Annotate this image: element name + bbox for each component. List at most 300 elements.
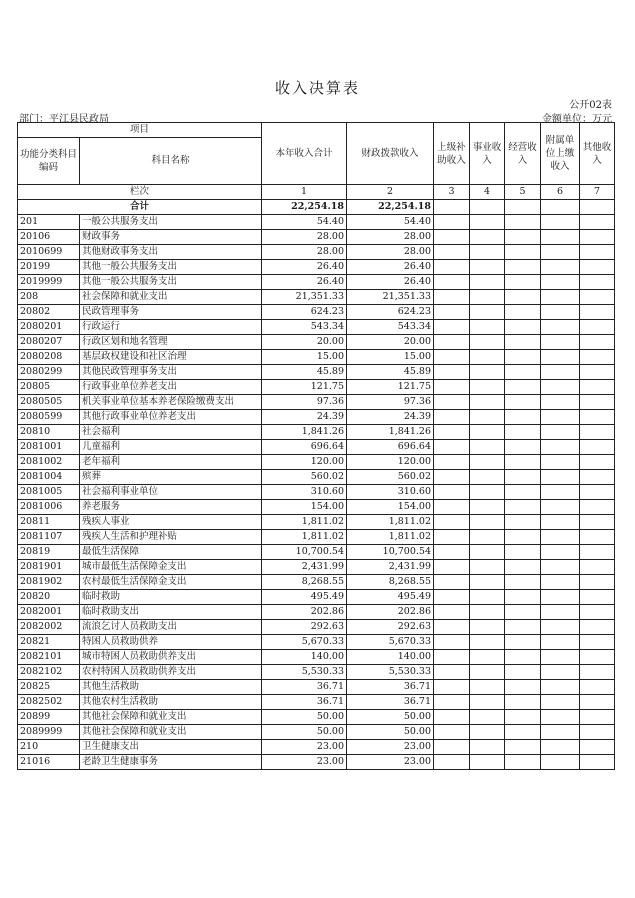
empty-cell: [505, 260, 541, 275]
total-fiscal-value: 22,254.18: [347, 200, 434, 215]
row-name: 其他生活救助: [80, 680, 262, 695]
row-code: 2081901: [18, 560, 80, 575]
table-row: [18, 485, 615, 500]
table-row: [18, 575, 615, 590]
empty-cell: [541, 695, 580, 710]
empty-cell: [505, 395, 541, 410]
header-superior: 上级补助收入: [434, 123, 470, 185]
empty-cell: [434, 680, 470, 695]
table-row: [18, 365, 615, 380]
row-name: 其他财政事务支出: [80, 245, 262, 260]
table-row: [18, 275, 615, 290]
header-item: 项目: [18, 123, 262, 138]
empty-cell: [505, 710, 541, 725]
row-total-income: 54.40: [262, 215, 347, 230]
empty-cell: [434, 650, 470, 665]
empty-cell: [541, 500, 580, 515]
row-name: 其他社会保障和就业支出: [80, 725, 262, 740]
empty-cell: [541, 320, 580, 335]
row-fiscal: 154.00: [347, 500, 434, 515]
row-code: 20811: [18, 515, 80, 530]
empty-cell: [541, 200, 580, 215]
empty-cell: [580, 695, 615, 710]
empty-cell: [505, 485, 541, 500]
table-row: [18, 335, 615, 350]
empty-cell: [470, 320, 505, 335]
row-code: 20820: [18, 590, 80, 605]
empty-cell: [541, 215, 580, 230]
empty-cell: [541, 470, 580, 485]
row-total-income: 26.40: [262, 275, 347, 290]
amount-unit: 金额单位：万元: [542, 114, 612, 125]
empty-cell: [470, 545, 505, 560]
empty-cell: [434, 755, 470, 770]
empty-cell: [580, 650, 615, 665]
empty-cell: [470, 380, 505, 395]
empty-cell: [541, 335, 580, 350]
total-income-value: 22,254.18: [262, 200, 347, 215]
empty-cell: [505, 515, 541, 530]
row-fiscal: 50.00: [347, 725, 434, 740]
empty-cell: [580, 305, 615, 320]
empty-cell: [580, 440, 615, 455]
column-index: 7: [580, 185, 615, 200]
empty-cell: [434, 335, 470, 350]
table-row: [18, 320, 615, 335]
row-code: 20821: [18, 635, 80, 650]
table-row: [18, 230, 615, 245]
empty-cell: [434, 695, 470, 710]
header-business: 事业收入: [470, 123, 505, 185]
row-name: 残疾人事业: [80, 515, 262, 530]
row-code: 20810: [18, 425, 80, 440]
empty-cell: [434, 380, 470, 395]
empty-cell: [434, 260, 470, 275]
empty-cell: [470, 590, 505, 605]
empty-cell: [580, 275, 615, 290]
row-fiscal: 2,431.99: [347, 560, 434, 575]
table-row: [18, 545, 615, 560]
empty-cell: [580, 215, 615, 230]
empty-cell: [434, 365, 470, 380]
empty-cell: [580, 335, 615, 350]
empty-cell: [470, 440, 505, 455]
empty-cell: [470, 725, 505, 740]
row-code: 2081005: [18, 485, 80, 500]
row-total-income: 5,670.33: [262, 635, 347, 650]
empty-cell: [541, 305, 580, 320]
empty-cell: [580, 470, 615, 485]
empty-cell: [505, 245, 541, 260]
empty-cell: [505, 365, 541, 380]
row-fiscal: 20.00: [347, 335, 434, 350]
empty-cell: [580, 575, 615, 590]
table-row: [18, 560, 615, 575]
row-name: 财政事务: [80, 230, 262, 245]
row-fiscal: 50.00: [347, 710, 434, 725]
header-affiliated: 附属单位上缴收入: [541, 123, 580, 185]
row-code: 201: [18, 215, 80, 230]
empty-cell: [580, 605, 615, 620]
row-name: 机关事业单位基本养老保险缴费支出: [80, 395, 262, 410]
row-code: 208: [18, 290, 80, 305]
empty-cell: [505, 665, 541, 680]
header-row-1: [18, 123, 615, 138]
row-total-income: 5,530.33: [262, 665, 347, 680]
empty-cell: [470, 755, 505, 770]
empty-cell: [541, 275, 580, 290]
row-fiscal: 560.02: [347, 470, 434, 485]
row-fiscal: 202.86: [347, 605, 434, 620]
empty-cell: [580, 710, 615, 725]
row-total-income: 20.00: [262, 335, 347, 350]
table-row: [18, 425, 615, 440]
row-code: 20805: [18, 380, 80, 395]
row-total-income: 50.00: [262, 725, 347, 740]
empty-cell: [505, 200, 541, 215]
row-name: 其他农村生活救助: [80, 695, 262, 710]
table-row: [18, 740, 615, 755]
row-fiscal: 543.34: [347, 320, 434, 335]
row-name: 特困人员救助供养: [80, 635, 262, 650]
empty-cell: [434, 455, 470, 470]
column-index: 5: [505, 185, 541, 200]
empty-cell: [505, 560, 541, 575]
row-total-income: 121.75: [262, 380, 347, 395]
empty-cell: [541, 515, 580, 530]
row-fiscal: 140.00: [347, 650, 434, 665]
report-title: 收入决算表: [274, 79, 360, 97]
row-name: 行政区划和地名管理: [80, 335, 262, 350]
row-fiscal: 45.89: [347, 365, 434, 380]
row-total-income: 292.63: [262, 620, 347, 635]
row-total-income: 140.00: [262, 650, 347, 665]
row-code: 2082502: [18, 695, 80, 710]
table-row: [18, 500, 615, 515]
row-code: 2019999: [18, 275, 80, 290]
empty-cell: [470, 710, 505, 725]
table-row: [18, 515, 615, 530]
row-total-income: 696.64: [262, 440, 347, 455]
row-code: 20825: [18, 680, 80, 695]
empty-cell: [505, 230, 541, 245]
row-fiscal: 5,670.33: [347, 635, 434, 650]
empty-cell: [580, 380, 615, 395]
empty-cell: [580, 620, 615, 635]
empty-cell: [505, 380, 541, 395]
empty-cell: [505, 425, 541, 440]
empty-cell: [580, 365, 615, 380]
row-total-income: 1,811.02: [262, 515, 347, 530]
empty-cell: [505, 695, 541, 710]
empty-cell: [470, 275, 505, 290]
empty-cell: [470, 455, 505, 470]
empty-cell: [580, 350, 615, 365]
row-fiscal: 292.63: [347, 620, 434, 635]
empty-cell: [580, 230, 615, 245]
empty-cell: [541, 545, 580, 560]
row-code: 2082002: [18, 620, 80, 635]
header-fiscal: 财政拨款收入: [347, 123, 434, 185]
table-row: [18, 695, 615, 710]
empty-cell: [580, 245, 615, 260]
empty-cell: [470, 260, 505, 275]
empty-cell: [470, 365, 505, 380]
row-name: 民政管理事务: [80, 305, 262, 320]
empty-cell: [580, 500, 615, 515]
empty-cell: [580, 530, 615, 545]
column-index: 1: [262, 185, 347, 200]
row-name: 社会福利事业单位: [80, 485, 262, 500]
table-row: [18, 635, 615, 650]
empty-cell: [470, 215, 505, 230]
empty-cell: [580, 485, 615, 500]
empty-cell: [580, 455, 615, 470]
empty-cell: [470, 425, 505, 440]
row-code: 2081002: [18, 455, 80, 470]
empty-cell: [580, 680, 615, 695]
row-fiscal: 624.23: [347, 305, 434, 320]
row-total-income: 1,841.26: [262, 425, 347, 440]
empty-cell: [434, 350, 470, 365]
row-fiscal: 495.49: [347, 590, 434, 605]
empty-cell: [470, 665, 505, 680]
row-total-income: 310.60: [262, 485, 347, 500]
row-name: 临时救助支出: [80, 605, 262, 620]
empty-cell: [434, 395, 470, 410]
row-total-income: 50.00: [262, 710, 347, 725]
row-name: 儿童福利: [80, 440, 262, 455]
empty-cell: [580, 740, 615, 755]
empty-cell: [434, 200, 470, 215]
row-code: 2081107: [18, 530, 80, 545]
empty-cell: [470, 605, 505, 620]
row-name: 行政运行: [80, 320, 262, 335]
row-total-income: 97.36: [262, 395, 347, 410]
empty-cell: [470, 305, 505, 320]
empty-cell: [541, 605, 580, 620]
empty-cell: [541, 350, 580, 365]
row-total-income: 26.40: [262, 260, 347, 275]
row-name: 最低生活保障: [80, 545, 262, 560]
empty-cell: [580, 635, 615, 650]
empty-cell: [434, 620, 470, 635]
empty-cell: [434, 740, 470, 755]
table-row: [18, 755, 615, 770]
empty-cell: [541, 575, 580, 590]
row-total-income: 23.00: [262, 740, 347, 755]
empty-cell: [541, 635, 580, 650]
empty-cell: [541, 260, 580, 275]
row-code: 210: [18, 740, 80, 755]
row-fiscal: 1,811.02: [347, 530, 434, 545]
row-name: 老龄卫生健康事务: [80, 755, 262, 770]
empty-cell: [505, 680, 541, 695]
empty-cell: [470, 620, 505, 635]
empty-cell: [505, 530, 541, 545]
row-total-income: 1,811.02: [262, 530, 347, 545]
row-name: 卫生健康支出: [80, 740, 262, 755]
empty-cell: [505, 470, 541, 485]
row-code: 2080599: [18, 410, 80, 425]
empty-cell: [434, 665, 470, 680]
row-code: 2080208: [18, 350, 80, 365]
row-code: 2080207: [18, 335, 80, 350]
empty-cell: [470, 575, 505, 590]
empty-cell: [541, 650, 580, 665]
empty-cell: [505, 215, 541, 230]
empty-cell: [580, 410, 615, 425]
row-name: 临时救助: [80, 590, 262, 605]
row-name: 老年福利: [80, 455, 262, 470]
column-index: 4: [470, 185, 505, 200]
empty-cell: [580, 515, 615, 530]
row-name: 城市最低生活保障金支出: [80, 560, 262, 575]
column-index: 2: [347, 185, 434, 200]
empty-cell: [470, 410, 505, 425]
row-code: 20199: [18, 260, 80, 275]
empty-cell: [505, 590, 541, 605]
empty-cell: [434, 245, 470, 260]
row-name: 农村最低生活保障金支出: [80, 575, 262, 590]
empty-cell: [434, 545, 470, 560]
empty-cell: [541, 725, 580, 740]
row-code: 20899: [18, 710, 80, 725]
empty-cell: [434, 500, 470, 515]
empty-cell: [505, 275, 541, 290]
empty-cell: [580, 725, 615, 740]
empty-cell: [541, 365, 580, 380]
row-fiscal: 121.75: [347, 380, 434, 395]
row-code: 2081001: [18, 440, 80, 455]
row-fiscal: 26.40: [347, 275, 434, 290]
total-label: 合计: [18, 200, 262, 215]
table-code: 公开02表: [569, 100, 612, 111]
row-name: 其他一般公共服务支出: [80, 260, 262, 275]
empty-cell: [580, 755, 615, 770]
empty-cell: [505, 410, 541, 425]
empty-cell: [541, 530, 580, 545]
row-fiscal: 54.40: [347, 215, 434, 230]
table-row: [18, 590, 615, 605]
table-row: [18, 620, 615, 635]
row-code: 2080201: [18, 320, 80, 335]
empty-cell: [541, 620, 580, 635]
empty-cell: [541, 560, 580, 575]
column-index-label: 栏次: [18, 185, 262, 200]
empty-cell: [434, 425, 470, 440]
empty-cell: [470, 500, 505, 515]
empty-cell: [505, 455, 541, 470]
row-name: 城市特困人员救助供养支出: [80, 650, 262, 665]
row-name: 其他社会保障和就业支出: [80, 710, 262, 725]
table-row: [18, 455, 615, 470]
row-name: 其他民政管理事务支出: [80, 365, 262, 380]
empty-cell: [470, 395, 505, 410]
empty-cell: [505, 290, 541, 305]
empty-cell: [541, 425, 580, 440]
empty-cell: [434, 470, 470, 485]
row-code: 2080505: [18, 395, 80, 410]
income-table: [17, 122, 615, 770]
row-name: 殡葬: [80, 470, 262, 485]
row-total-income: 24.39: [262, 410, 347, 425]
empty-cell: [434, 275, 470, 290]
row-total-income: 21,351.33: [262, 290, 347, 305]
empty-cell: [434, 560, 470, 575]
row-fiscal: 120.00: [347, 455, 434, 470]
column-index: 3: [434, 185, 470, 200]
row-code: 2082101: [18, 650, 80, 665]
empty-cell: [434, 410, 470, 425]
table-row: [18, 440, 615, 455]
row-code: 2010699: [18, 245, 80, 260]
row-total-income: 28.00: [262, 230, 347, 245]
row-fiscal: 36.71: [347, 695, 434, 710]
row-total-income: 15.00: [262, 350, 347, 365]
empty-cell: [580, 665, 615, 680]
empty-cell: [505, 335, 541, 350]
empty-cell: [580, 290, 615, 305]
table-row: [18, 380, 615, 395]
row-name: 农村特困人员救助供养支出: [80, 665, 262, 680]
row-fiscal: 28.00: [347, 245, 434, 260]
empty-cell: [541, 485, 580, 500]
empty-cell: [580, 200, 615, 215]
empty-cell: [470, 740, 505, 755]
row-total-income: 10,700.54: [262, 545, 347, 560]
empty-cell: [505, 440, 541, 455]
empty-cell: [505, 545, 541, 560]
empty-cell: [505, 575, 541, 590]
empty-cell: [434, 590, 470, 605]
row-total-income: 2,431.99: [262, 560, 347, 575]
empty-cell: [541, 590, 580, 605]
empty-cell: [541, 410, 580, 425]
empty-cell: [470, 515, 505, 530]
empty-cell: [470, 350, 505, 365]
empty-cell: [505, 740, 541, 755]
empty-cell: [470, 230, 505, 245]
table-row: [18, 530, 615, 545]
row-fiscal: 24.39: [347, 410, 434, 425]
row-name: 其他一般公共服务支出: [80, 275, 262, 290]
row-total-income: 8,268.55: [262, 575, 347, 590]
empty-cell: [434, 635, 470, 650]
empty-cell: [580, 260, 615, 275]
row-total-income: 28.00: [262, 245, 347, 260]
row-fiscal: 28.00: [347, 230, 434, 245]
row-total-income: 560.02: [262, 470, 347, 485]
empty-cell: [541, 665, 580, 680]
table-row: [18, 680, 615, 695]
table-row: [18, 305, 615, 320]
empty-cell: [541, 710, 580, 725]
empty-cell: [541, 455, 580, 470]
empty-cell: [434, 605, 470, 620]
row-fiscal: 8,268.55: [347, 575, 434, 590]
empty-cell: [434, 710, 470, 725]
row-fiscal: 1,841.26: [347, 425, 434, 440]
empty-cell: [434, 305, 470, 320]
empty-cell: [541, 290, 580, 305]
row-total-income: 23.00: [262, 755, 347, 770]
empty-cell: [505, 605, 541, 620]
table-row: [18, 395, 615, 410]
row-fiscal: 23.00: [347, 755, 434, 770]
table-row: [18, 650, 615, 665]
empty-cell: [505, 500, 541, 515]
